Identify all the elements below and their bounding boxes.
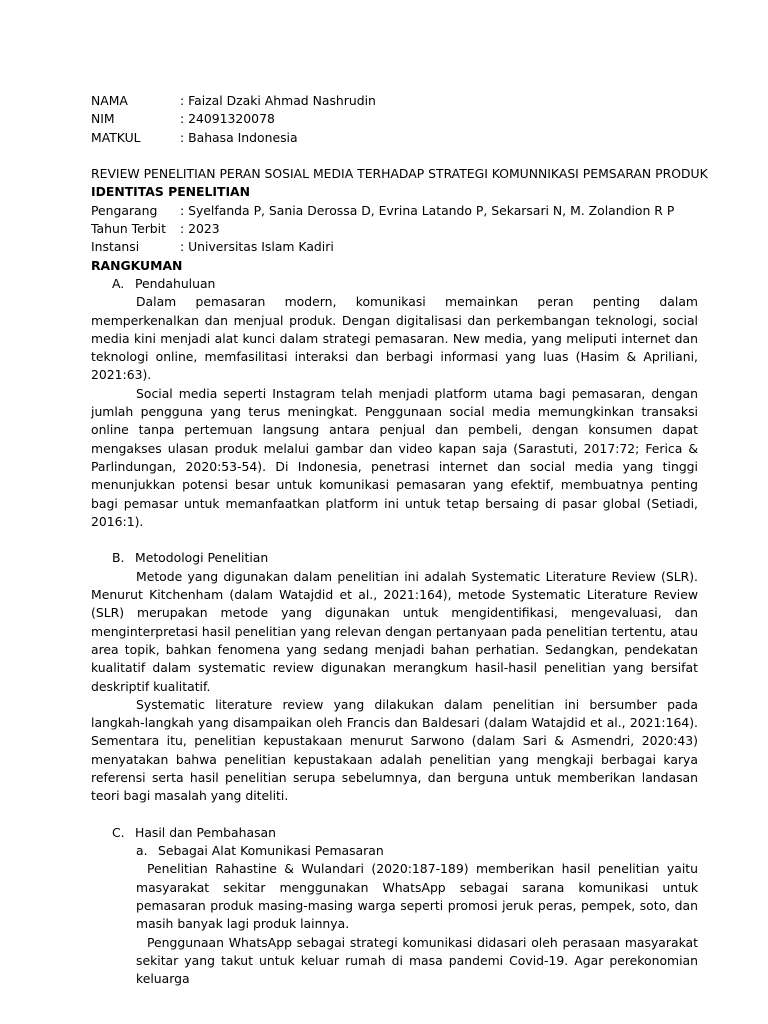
rangkuman-heading: RANGKUMAN [91, 257, 183, 273]
matkul-row [91, 129, 698, 147]
subsection-ca-paragraph-2: Penggunaan WhatsApp sebagai strategi komunikasi didasari oleh perasaan masyarakat sekitar yang takut untuk keluar rumah di masa pandemi Covid-19. Agar perekonomian keluarga [136, 934, 698, 987]
subsection-ca-heading [91, 842, 698, 860]
nim-label: NIM [91, 111, 115, 127]
instansi-label: Instansi [91, 239, 140, 255]
instansi-value: : Universitas Islam Kadiri [180, 239, 334, 255]
nim-value: : 24091320078 [180, 111, 275, 127]
section-b-heading [91, 549, 698, 567]
pengarang-row [91, 202, 698, 220]
section-c-marker: C. [112, 824, 125, 840]
section-a-paragraph-2: Social media seperti Instagram telah menjadi platform utama bagi pemasaran, dengan jumlah pengguna yang terus meningkat. Penggunaan social media memungkinkan transaksi online tanpa pertemuan langsung antara penjual dan pembeli, dengan konsumen dapat mengakses ulasan produk melalui gambar dan video kapan saja (Sarastuti, 2017:72; Ferica & Parlindungan, 2020:53-54). Di Indonesia, penetrasi internet dan social media yang tinggi menunjukkan potensi besar untuk komunikasi pemasaran yang efektif, membuatnya penting bagi pemasar untuk memanfaatkan platform ini untuk tetap bersaing di pasar global (Setiadi, 2016:1). [91, 385, 698, 529]
section-c-heading [91, 824, 698, 842]
pengarang-value: : Syelfanda P, Sania Derossa D, Evrina Latando P, Sekarsari N, M. Zolandion R P [180, 202, 675, 218]
nama-value: : Faizal Dzaki Ahmad Nashrudin [180, 93, 376, 108]
section-b-title: Metodologi Penelitian [135, 550, 269, 566]
matkul-value: : Bahasa Indonesia [180, 129, 298, 145]
subsection-ca-marker: a. [136, 843, 148, 859]
section-b-paragraph-2: Systematic literature review yang dilakukan dalam penelitian ini bersumber pada langkah-langkah yang disampaikan oleh Francis dan Baldesari (dalam Watajdid et al., 2021:164). Sementara itu, penelitian kepustakaan menurut Sarwono (dalam Sari & Asmendri, 2020:43) menyatakan bahwa penelitian kepustakaan adalah penelitian yang mengkaji berbagai karya referensi serta hasil penelitian serupa sebelumnya, dan berguna untuk memberikan landasan teori bagi masalah yang diteliti. [91, 696, 698, 804]
subsection-ca-title: Sebagai Alat Komunikasi Pemasaran [158, 843, 384, 859]
nama-row [91, 92, 698, 110]
pengarang-label: Pengarang [91, 202, 158, 218]
nim-row [91, 110, 698, 128]
document-title: REVIEW PENELITIAN PERAN SOSIAL MEDIA TERHADAP STRATEGI KOMUNNIKASI PEMSARAN PRODUK [91, 166, 708, 182]
instansi-row [91, 238, 698, 256]
tahun-label: Tahun Terbit [91, 221, 166, 237]
spacer [91, 147, 698, 165]
section-b-paragraph-1: Metode yang digunakan dalam penelitian ini adalah Systematic Literature Review (SLR). Menurut Kitchenham (dalam Watajdid et al., 2021:164), metode Systematic Literature Review (SLR) merupakan metode yang digunakan untuk mengidentifikasi, mengevaluasi, dan menginterpretasi hasil penelitian yang relevan dengan pertanyaan pada penelitian tertentu, atau area topik, bahkan fenomena yang sedang menjadi bahan perhatian. Sedangkan, pendekatan kualitatif dalam systematic review digunakan merangkum hasil-hasil penelitian yang bersifat deskriptif kualitatif. [91, 568, 698, 694]
section-a-paragraph-1: Dalam pemasaran modern, komunikasi memainkan peran penting dalam memperkenalkan dan menjual produk. Dengan digitalisasi dan perkembangan teknologi, social media kini menjadi alat kunci dalam strategi pemasaran. New media, yang meliputi internet dan teknologi online, memfasilitasi interaksi dan berbagi informasi yang luas (Hasim & Apriliani, 2021:63). [91, 294, 698, 383]
tahun-value: : 2023 [180, 221, 220, 237]
matkul-label: MATKUL [91, 129, 141, 145]
section-a-title: Pendahuluan [135, 275, 216, 291]
nama-label: NAMA [91, 93, 128, 108]
subsection-ca-paragraph-1: Penelitian Rahastine & Wulandari (2020:187-189) memberikan hasil penelitian yaitu masyarakat sekitar menggunakan WhatsApp sebagai sarana komunikasi untuk pemasaran produk masing-masing warga seperti promosi jeruk peras, pempek, soto, dan masih banyak lagi produk lainnya. [136, 861, 698, 932]
identitas-heading: IDENTITAS PENELITIAN [91, 184, 251, 200]
spacer [91, 531, 698, 549]
section-a-marker: A. [112, 275, 125, 291]
section-a-heading [91, 275, 698, 293]
spacer [91, 806, 698, 824]
section-c-title: Hasil dan Pembahasan [135, 824, 276, 840]
section-b-marker: B. [112, 550, 125, 566]
tahun-row [91, 220, 698, 238]
